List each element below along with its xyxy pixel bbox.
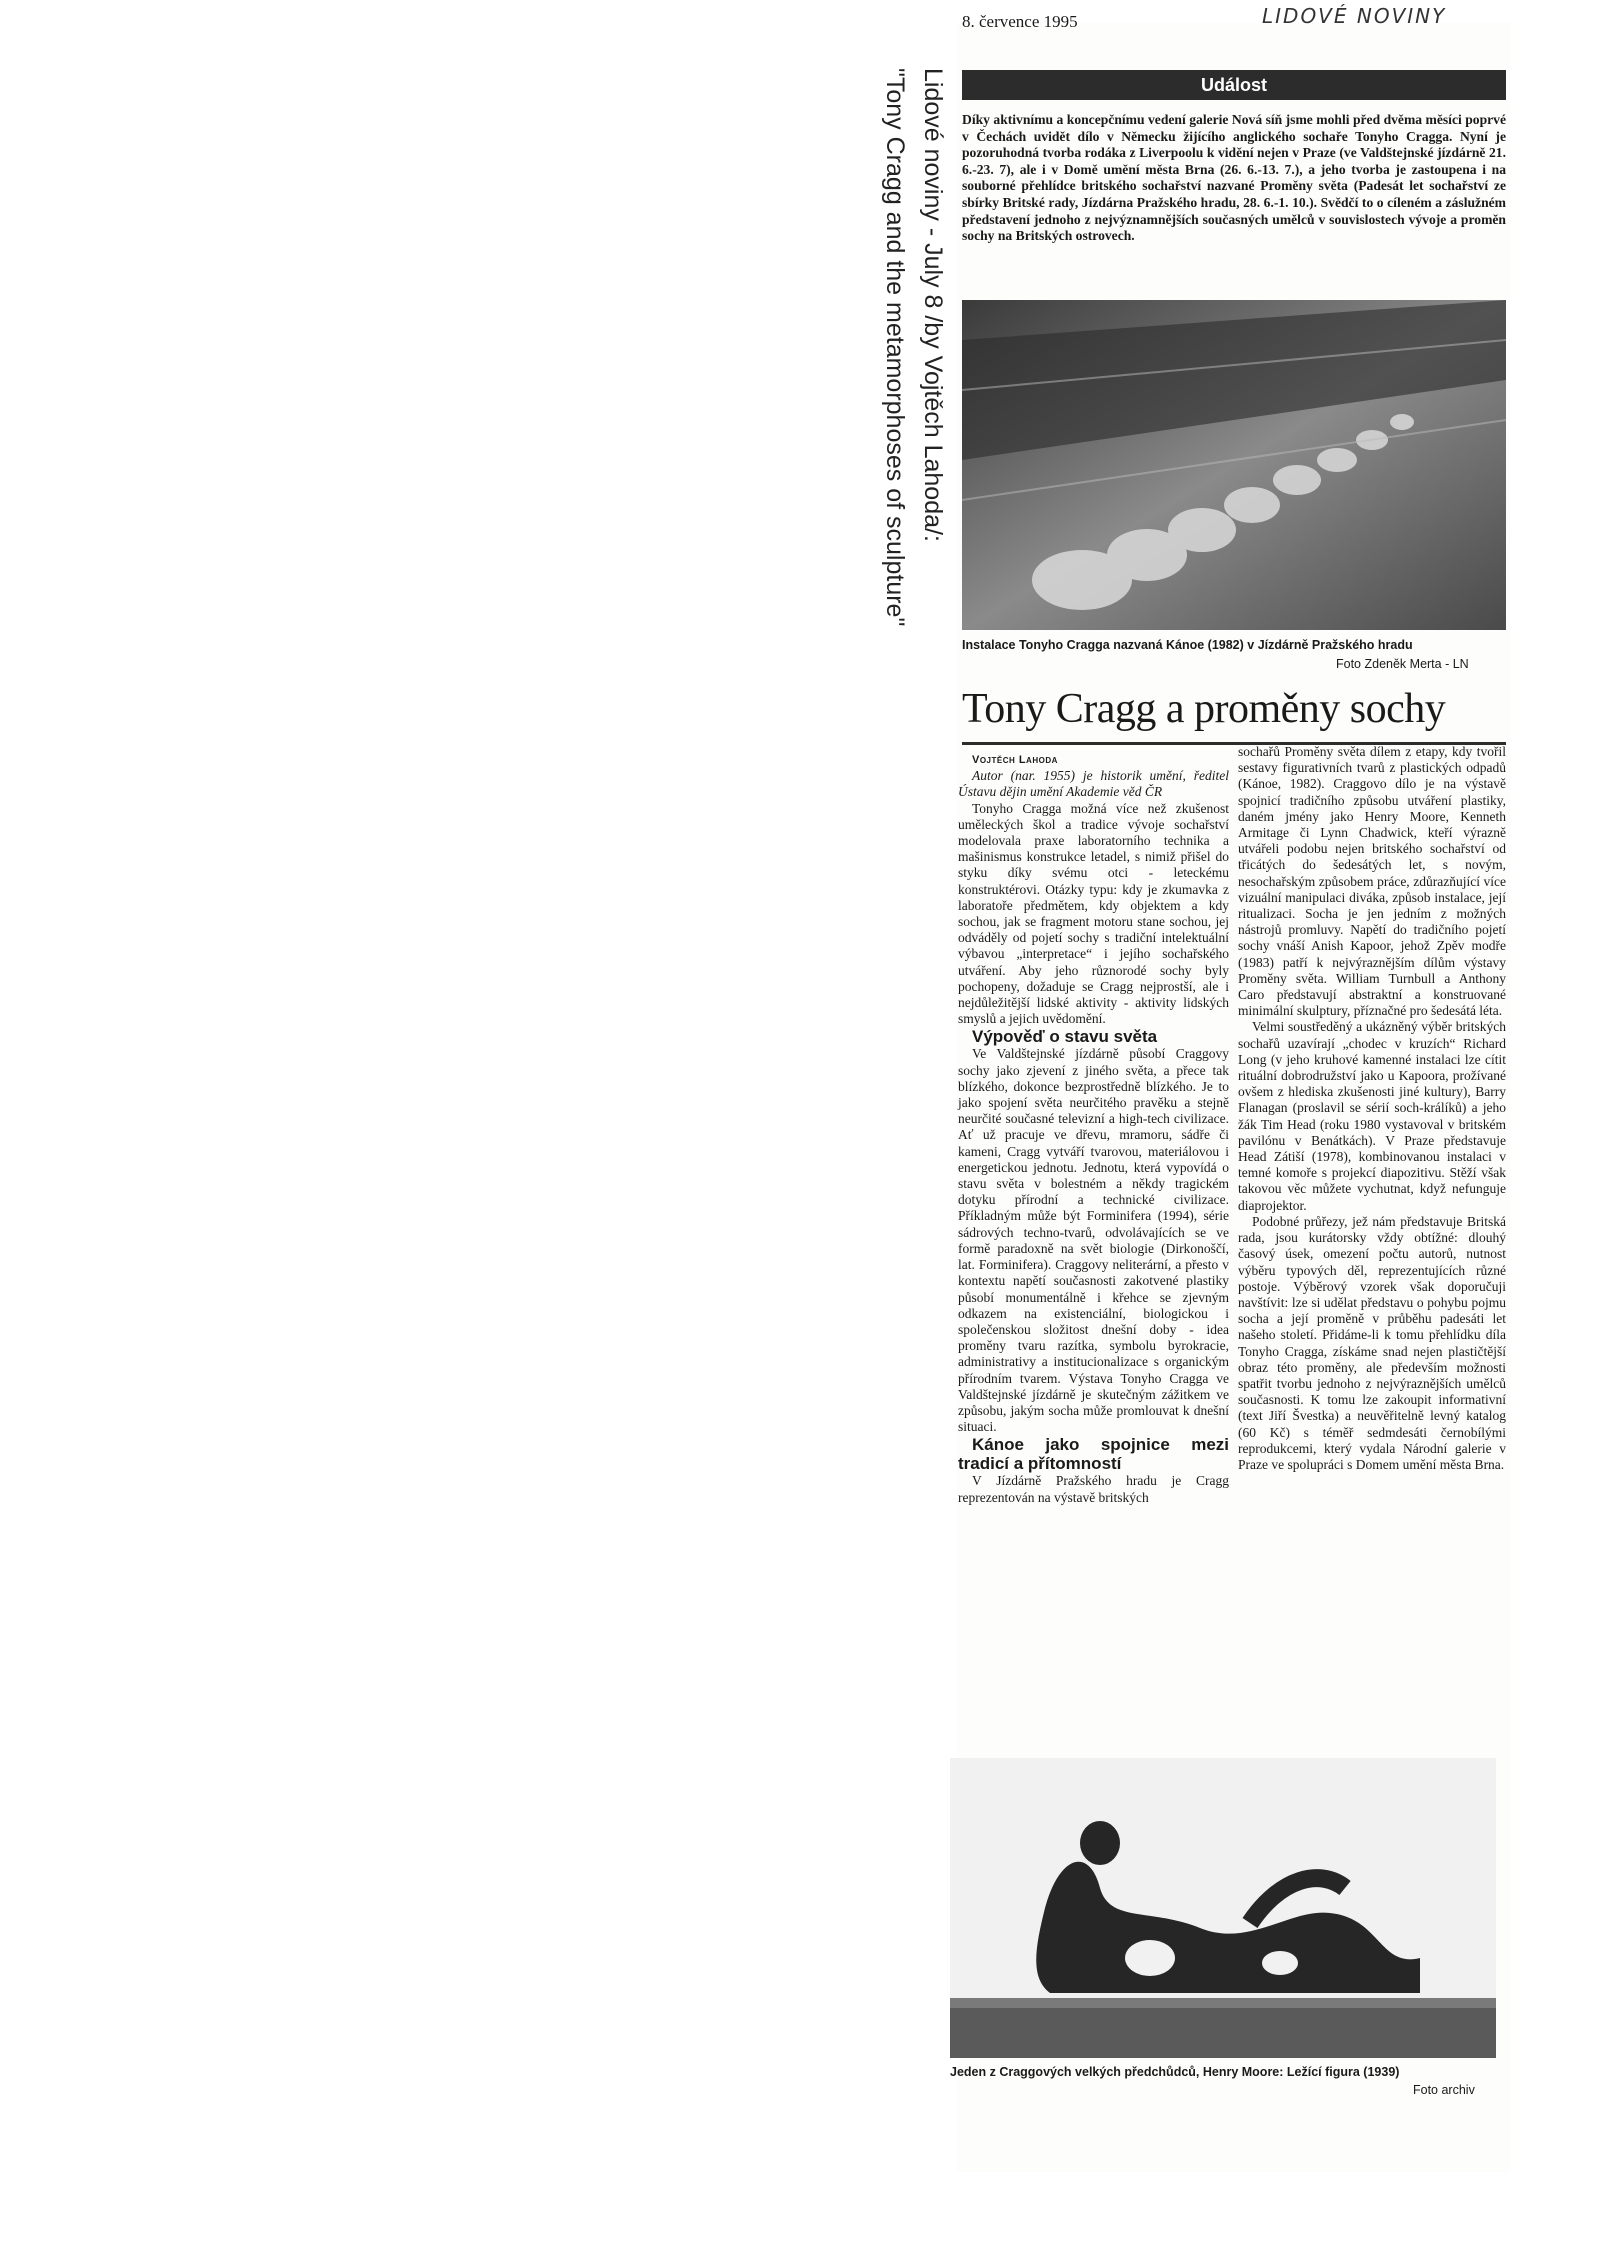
body-paragraph: Ve Valdštejnské jízdárně působí Craggovy sochy jako zjevení z jiného světa, a přece tak blízkého, dokonce bezprostředně blízkého. Je to jako spojení světa neurčitého pravěku a stejně neurčité současné televizní a high-tech civilizace. Ať už pracuje ve dřevu, mramoru, sádře či kameni, Cragg vytváří tvarovou, materiálovou i energetickou jednotu. Jednotu, která vypovídá o stavu světa v bolestném a někdy tragickém dotyku přírodní a technické civilizace. Příkladným může být Forminifera (1994), série sádrových techno-tvarů, odvolávajících se ve formě paradoxně na svět biologie (Dirkonoščí, lat. Forminifera). Craggovy neliterární, a přesto v kontextu napětí současnosti zakotvené plastiky působí monumentálně i křehce se zjevným odkazem na existenciální, biologickou i společenskou složitost dnešní doby - idea proměny tvaru razítka, symbolu byrokracie, administrativy a institucionalizace s organickým přírodním tvarem. Výstava Tonyho Cragga ve Valdštejnské jízdárně je skutečným zážitkem ve způsobu, jakým socha může promlouvat k dnešní situaci. xyxy=(958,1046,1229,1435)
author-bio: Autor (nar. 1955) je historik umění, ředitel Ústavu dějin umění Akademie věd ČR xyxy=(958,768,1229,800)
annotation-line-2: "Tony Cragg and the metamorphoses of sculpture" xyxy=(881,68,909,627)
author-name: Vojtěch Lahoda xyxy=(972,754,1058,766)
photo1-credit: Foto Zdeněk Merta - LN xyxy=(1336,657,1469,671)
annotation-line-1: Lidové noviny - July 8 /by Vojtěch Lahoda/: xyxy=(919,68,947,542)
body-paragraph: Podobné průřezy, jež nám představuje Britská rada, jsou kurátorsky vždy obtížné: dlouhý časový úsek, omezení počtu autorů, nutnost výběru typových děl, reprezentujících různé postoje. Výběrový vzorek však doporučuji navštívit: lze si udělat představu o pohybu pojmu socha a její proměně v průběhu padesáti let našeho století. Přidáme-li k tomu přehlídku díla Tonyho Cragga, získáme snad nejen plastičtější obraz této proměny, ale především možnosti spatřit tvorbu jednoho z nejvýraznějších umělců současnosti. K tomu lze zakoupit informativní (text Jiří Švestka) a neuvěřitelně levný katalog (60 Kč) s téměř sedmdesáti černobílými reprodukcemi, který vydala Národní galerie v Praze ve spolupráci s Domem umění města Brna. xyxy=(1238,1213,1506,1472)
issue-date: 8. července 1995 xyxy=(962,12,1078,31)
column-right xyxy=(1238,744,1506,1473)
lead-paragraph: Díky aktivnímu a koncepčnímu vedení galerie Nová síň jsme mohli před dvěma měsíci poprvé v Čechách uvidět dílo v Německu žijícího anglického sochaře Tonyho Cragga. Nyní je pozoruhodná tvorba rodáka z Liverpoolu k vidění nejen v Praze (ve Valdštejnské jízdárně 21. 6.-23. 7), ale i v Domě umění města Brna (26. 6.-13. 7.), a jeho tvorba je zastoupena i na souborné přehlídce britského sochařství nazvané Proměny světa (Padesát let sochařství ze sbírky Britské rady, Jízdárna Pražského hradu, 28. 6.-1. 10.). Svědčí to o cíleném a záslužném představení jednoho z nejvýznamnějších současných umělců v souvislostech vývoje a proměn sochy na Britských ostrovech. xyxy=(962,112,1506,244)
subheading-2: Kánoe jako spojnice mezi tradicí a přítomností xyxy=(958,1435,1229,1474)
section-banner: Událost xyxy=(962,70,1506,100)
column-left xyxy=(958,752,1229,1506)
body-paragraph: V Jízdárně Pražského hradu je Cragg reprezentován na výstavě britských xyxy=(958,1473,1229,1505)
photo2-credit: Foto archiv xyxy=(1413,2083,1475,2097)
henry-moore-sculpture-photo xyxy=(950,1758,1496,2058)
body-paragraph: Tonyho Cragga možná více než zkušenost uměleckých škol a tradice vývoje sochařství modelovala praxe laboratorního technika a mašinismus konstrukce letadel, s nimiž přišel do styku díky svému otci - leteckému konstruktérovi. Otázky typu: kdy je zkumavka z laboratoře předmětem, kdy objektem a kdy sochou, jak se fragment motoru stane sochou, jej odváděly od pojetí sochy s tradiční intelektuální výbavou „interpretace“ i jejího sochařského utváření. Aby jeho různorodé sochy byly pochopeny, dožaduje se Cragg nejprostší, ale i nejdůležitější lidské aktivity - aktivity lidských smyslů a jejich uvědomění. xyxy=(958,800,1229,1027)
photo2-caption: Jeden z Craggových velkých předchůdců, Henry Moore: Ležící figura (1939) xyxy=(950,2065,1400,2079)
body-paragraph: sochařů Proměny světa dílem z etapy, kdy tvořil sestavy figurativních tvarů z plastických odpadů (Kánoe, 1982). Craggovo dílo je na výstavě spojnicí tradičního způsobu utváření plastiky, daném jmény jako Henry Moore, Kenneth Armitage či Lynn Chadwick, kteří výrazně utvářeli podobu nejen britského sochařství od třicátých do šedesátých let, s novým, nesochařským způsobem práce, zdůrazňující více vizuální manipulaci diváka, způsob instalace, její ritualizaci. Socha je jen jedním z možných nástrojů promluvy. Napětí do tradičního pojetí sochy vnáší Anish Kapoor, jehož Zpěv modře (1983) patří k nejvýraznějším dílům výstavy Proměny světa. William Turnbull a Anthony Caro představují abstraktní a konstruované minimální skulptury, příznačné pro šedesátá léta. xyxy=(1238,744,1506,1019)
source-annotation xyxy=(832,68,952,748)
subheading-1: Výpověď o stavu světa xyxy=(972,1027,1158,1047)
photo1-caption: Instalace Tonyho Cragga nazvaná Kánoe (1982) v Jízdárně Pražského hradu xyxy=(962,638,1413,652)
handwritten-note: LIDOVÉ NOVINY xyxy=(1262,4,1447,28)
canoe-installation-photo xyxy=(962,300,1506,630)
body-paragraph: Velmi soustředěný a ukázněný výběr britských sochařů uzavírají „chodec v kruzích“ Richard Long (v jeho kruhové kamenné instalaci lze cítit rituální dobrodružství jako u Kapoora, prožívané ovšem z hlediska zkušenosti jiné kultury), Barry Flanagan (proslavil se sérií soch-králíků) a jeho žák Tim Head (roku 1980 vystavoval v britském pavilónu v Benátkách). V Praze představuje Head Zátiší (1978), kombinovanou instalaci v temné komoře s projekcí diapozitivu. Stěží však takovou věc můžete vychutnat, když nefunguje diaprojektor. xyxy=(1238,1019,1506,1213)
article-title: Tony Cragg a proměny sochy xyxy=(962,686,1446,732)
